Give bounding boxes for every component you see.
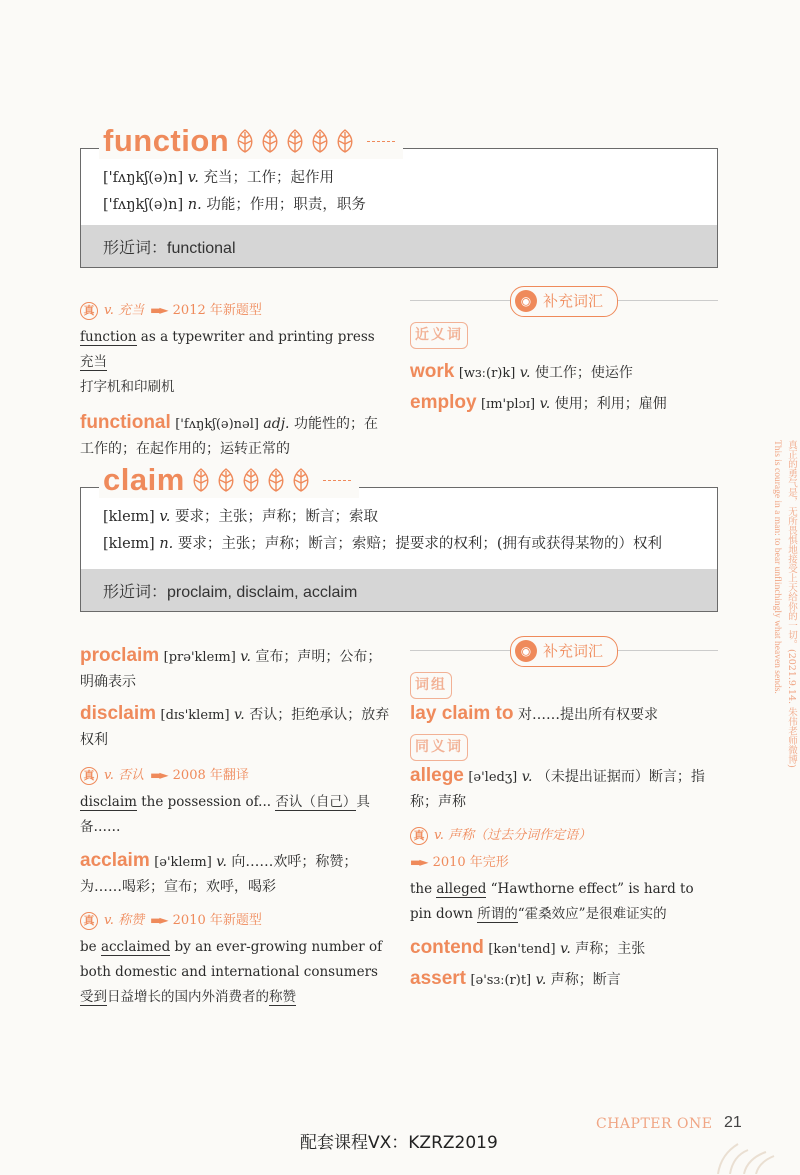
exam-source: ▬► 2010 年完形 (410, 850, 718, 875)
synonym-entry: work [wɜː(r)k] v. 使工作；使运作 (410, 361, 633, 382)
zhen-badge: 真 (80, 912, 98, 930)
example-sentence: the alleged “Hawthorne effect” is hard to pin down 所谓的“霍桑效应”是很难证实的 (410, 881, 694, 922)
definition-line: ['fʌŋkʃ(ə)n] v. 充当；工作；起作用 (103, 170, 334, 186)
star-leaves-icon (233, 128, 361, 154)
synonym-entry: employ [ɪm'plɔɪ] v. 使用；利用；雇佣 (410, 392, 667, 413)
definition-line: [kleɪm] v. 要求；主张；声称；断言；索取 (103, 509, 379, 525)
zhen-badge: 真 (80, 302, 98, 320)
function-left-column (80, 298, 390, 462)
example-sentence: be acclaimed by an ever-growing number of both domestic and international consumers 受到日益增长的国内外消费者的称赞 (80, 939, 383, 1005)
side-quote-en: This is courage in a man: to bear unflinchingly what heaven sends. (772, 440, 782, 694)
exam-tag: 真 v. 充当 ▬► 2012 年新题型 (80, 298, 390, 323)
synonym-entry: assert [ə'sɜː(r)t] v. 声称；断言 (410, 968, 621, 989)
claim-left-column (80, 643, 390, 1010)
arrow-icon: ▬► (150, 303, 167, 317)
page-footer (0, 1114, 800, 1153)
zhen-badge: 真 (410, 827, 428, 845)
claim-right-column (410, 636, 718, 993)
page-number: 21 (724, 1114, 742, 1131)
owl-icon: ◉ (515, 640, 537, 662)
related-entry: acclaim [ə'kleɪm] v. 向……欢呼；称赞；为……喝彩；宣布；欢呼，喝彩 (80, 850, 358, 895)
owl-icon: ◉ (515, 290, 537, 312)
synonym-entry: contend [kən'tend] v. 声称；主张 (410, 937, 646, 958)
arrow-icon: ▬► (150, 768, 167, 782)
arrow-icon: ▬► (150, 913, 167, 927)
synonym-entry: allege [ə'ledʒ] v. （未提出证据而）断言；指称；声称 (410, 765, 705, 810)
course-watermark: 配套课程VX：KZRZ2019 (300, 1133, 498, 1153)
star-leaves-icon (189, 467, 317, 493)
example-sentence: disclaim the possession of... 否认（自己）具备…… (80, 794, 370, 835)
side-quote (760, 440, 798, 780)
headword-function: function (103, 123, 230, 158)
claim-entry-box (80, 462, 718, 612)
example-sentence: function as a typewriter and printing press 充当 打字机和印刷机 (80, 329, 375, 395)
synonyms-ribbon: 近义词 (410, 322, 468, 349)
similar-words-band (81, 569, 717, 611)
function-title (99, 123, 403, 159)
similar-words: 形近词：functional (103, 239, 236, 257)
similar-words: 形近词：proclaim, disclaim, acclaim (103, 583, 358, 601)
zhen-badge: 真 (80, 767, 98, 785)
function-entry-box (80, 123, 718, 268)
definition-line: [kleɪm] n. 要求；主张；声称；断言；索赔；提要求的权利；(拥有或获得某物的）权利 (103, 536, 663, 552)
chapter-label: CHAPTER ONE (596, 1116, 713, 1132)
exam-tag: 真 v. 否认 ▬► 2008 年翻译 (80, 763, 390, 788)
related-entry: disclaim [dɪs'kleɪm] v. 否认；拒绝承认；放弃权利 (80, 703, 390, 748)
exam-tag: 真 v. 声称（过去分词作定语） (410, 823, 718, 848)
supplement-header: ◉ 补充词汇 (410, 286, 718, 316)
derived-entry: functional ['fʌŋkʃ(ə)nəl] adj. 功能性的；在工作的；在起作用的；运转正常的 (80, 412, 378, 457)
headword-claim: claim (103, 462, 185, 497)
function-right-column (410, 286, 718, 417)
supplement-header: ◉ 补充词汇 (410, 636, 718, 666)
side-quote-zh: 真正的勇气是，无所畏惧地接受上天给你的一切。(2021.9.14. 朱伟老师微博) (786, 440, 797, 768)
exam-tag: 真 v. 称赞 ▬► 2010 年新题型 (80, 908, 390, 933)
phrase-ribbon: 词组 (410, 672, 452, 699)
grass-icon (708, 1134, 778, 1174)
phrase-entry: lay claim to 对……提出所有权要求 (410, 703, 658, 724)
synonyms-ribbon: 同义词 (410, 734, 468, 761)
definition-line: ['fʌŋkʃ(ə)n] n. 功能；作用；职责，职务 (103, 197, 366, 213)
similar-words-band (81, 225, 717, 267)
arrow-icon: ▬► (410, 855, 427, 869)
claim-title (99, 462, 359, 498)
related-entry: proclaim [prə'kleɪm] v. 宣布；声明；公布；明确表示 (80, 645, 382, 690)
